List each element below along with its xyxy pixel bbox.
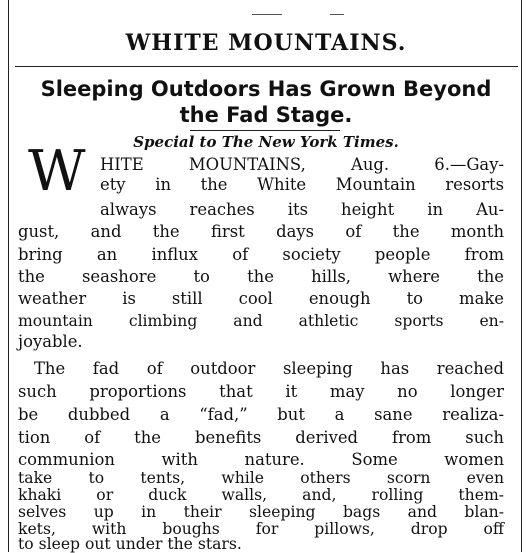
- body-line: be dubbed a “fad,” but a sane realiza-: [18, 405, 504, 424]
- body-line: take to tents, while others scorn even: [18, 469, 504, 487]
- body-line: kets, with boughs for pillows, drop off: [18, 520, 504, 538]
- top-divider-mark: [330, 14, 344, 15]
- subheadline: Sleeping Outdoors Has Grown Beyond the Fad Stage.: [40, 77, 492, 127]
- body-line: bring an influx of society people from: [18, 245, 504, 264]
- subhead-rule: [190, 130, 340, 131]
- top-divider-mark: [252, 14, 282, 15]
- body-line: selves up in their sleeping bags and blan-: [18, 503, 504, 521]
- body-line: The fad of outdoor sleeping has reached: [34, 359, 504, 378]
- article-credit: Special to The New York Times.: [133, 133, 399, 151]
- body-line: mountain climbing and athletic sports en-: [18, 312, 504, 330]
- body-line: HITE MOUNTAINS, Aug. 6.—Gay-: [100, 155, 504, 174]
- body-line: gust, and the first days of the month: [18, 222, 504, 241]
- body-line: to sleep out under the stars.: [18, 535, 242, 553]
- drop-cap: W: [28, 139, 86, 204]
- body-line: communion with nature. Some women: [18, 450, 504, 469]
- body-line: such proportions that it may no longer: [18, 382, 504, 401]
- body-line: ety in the White Mountain resorts: [100, 175, 504, 194]
- column-rule-right: [521, 0, 522, 552]
- column-rule-left: [8, 0, 9, 552]
- headline-rule: [15, 66, 518, 67]
- headline: WHITE MOUNTAINS.: [125, 30, 407, 56]
- body-line: tion of the benefits derived from such: [18, 428, 504, 447]
- body-line: khaki or duck walls, and, rolling them-: [18, 486, 504, 504]
- body-line: joyable.: [18, 332, 83, 351]
- body-line: weather is still cool enough to make: [18, 289, 504, 308]
- body-line: always reaches its height in Au-: [100, 200, 504, 219]
- body-line: the seashore to the hills, where the: [18, 267, 504, 286]
